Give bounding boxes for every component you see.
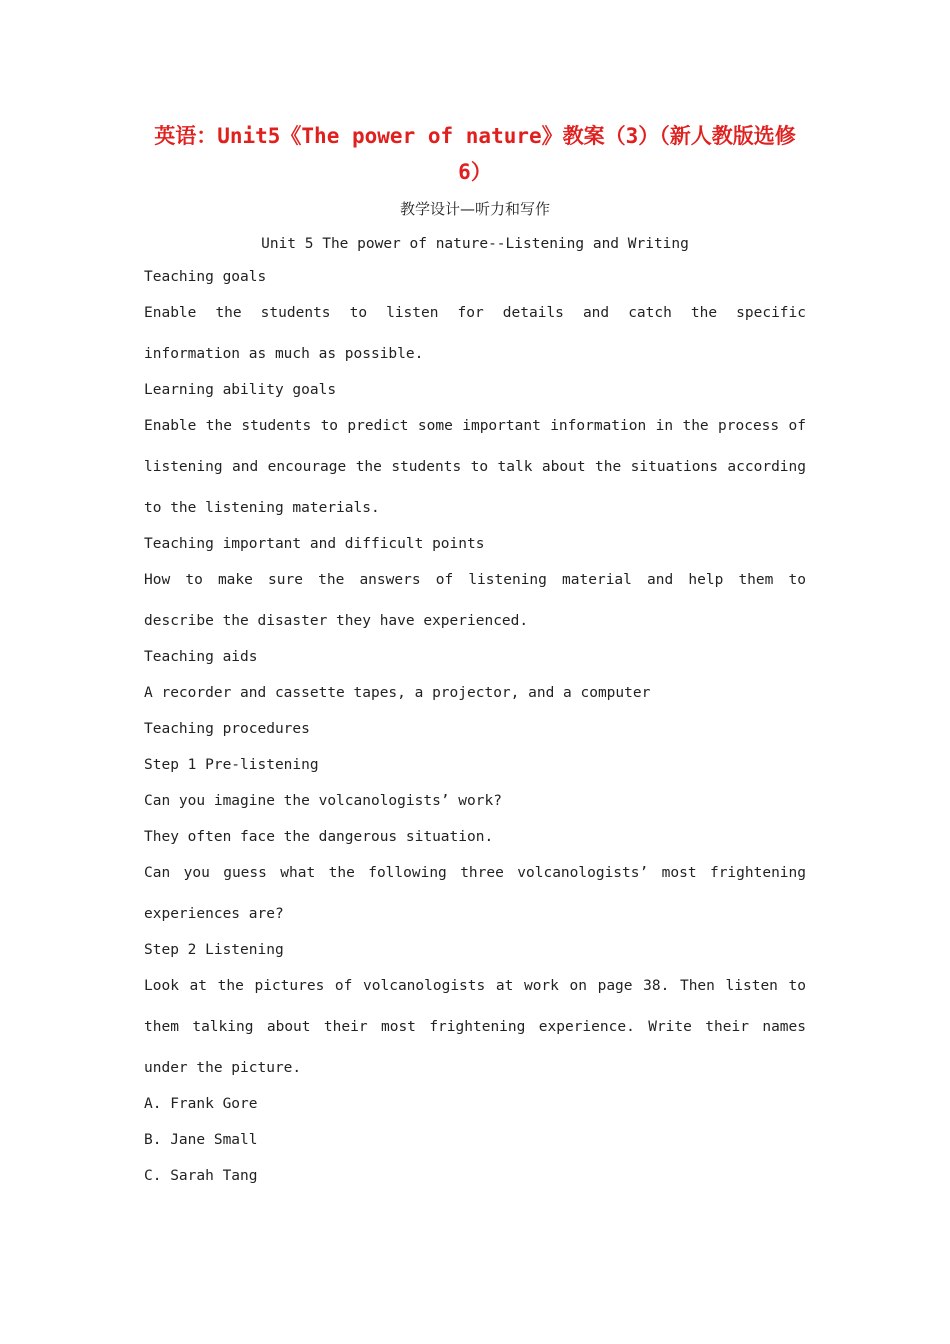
section-heading-teaching-goals: Teaching goals <box>144 269 267 285</box>
section-heading-teaching-aids: Teaching aids <box>144 649 258 665</box>
step-1-heading: Step 1 Pre-listening <box>144 757 319 773</box>
paragraph-teaching-goals: Enable the students to listen for details and catch the specific information as much as possible. <box>144 304 806 362</box>
question-guess-experiences: Can you guess what the following three volcanologists’ most frightening experiences are? <box>144 864 806 922</box>
paragraph-teaching-aids: A recorder and cassette tapes, a projector, and a computer <box>144 685 651 701</box>
section-heading-important-points: Teaching important and difficult points <box>144 536 485 552</box>
document-title: 英语：Unit5《The power of nature》教案（3）（新人教版选修6） <box>154 124 796 184</box>
list-item-b: B. Jane Small <box>144 1132 258 1148</box>
step-2-heading: Step 2 Listening <box>144 942 284 958</box>
document-heading: Unit 5 The power of nature--Listening and Writing <box>261 236 689 252</box>
document-body <box>144 266 806 1201</box>
statement-dangerous-situation: They often face the dangerous situation. <box>144 829 494 845</box>
question-imagine-work: Can you imagine the volcanologists’ work? <box>144 793 502 809</box>
list-item-a: A. Frank Gore <box>144 1096 258 1112</box>
section-heading-teaching-procedures: Teaching procedures <box>144 721 310 737</box>
section-heading-learning-ability-goals: Learning ability goals <box>144 382 337 398</box>
paragraph-important-points: How to make sure the answers of listening material and help them to describe the disaster they have experienced. <box>144 571 806 629</box>
document-subtitle: 教学设计—听力和写作 <box>399 200 550 218</box>
list-item-c: C. Sarah Tang <box>144 1168 258 1184</box>
paragraph-learning-ability-goals: Enable the students to predict some important information in the process of listening and encourage the students to talk about the situations according to the listening materials. <box>144 417 806 516</box>
paragraph-listening-instructions: Look at the pictures of volcanologists at work on page 38. Then listen to them talking about their most frightening experience. Write their names under the picture. <box>144 977 806 1076</box>
